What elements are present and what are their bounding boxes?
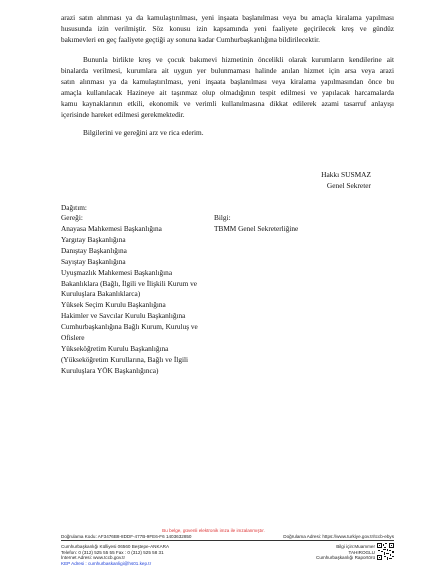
list-item: Sayıştay Başkanlığına (61, 256, 126, 266)
info-label: Bilgi: (214, 213, 231, 222)
paragraph-1-line: arazi satın alınması ya da kamulaştırılması, yeni inşaata başlanılması veya bu amaçla kiralama yapılması (61, 13, 394, 22)
action-label: Gereği: (61, 213, 83, 222)
paragraph-2-line: kamu kaynaklarının etkili, ekonomik ve verimli kullanılmasına dikkat edilerek azami tasarruf anlayışı (61, 99, 394, 109)
paragraph-2-line: satın alınması ya da kamulaştırılması, yeni inşaata başlanılması veya kiralama yapılmasından önce bu (61, 77, 394, 87)
closing-line: Bilgilerini ve gereğini arz ve rica ederim. (83, 128, 204, 137)
info-person-line: Cumhurbaşkanlığı Raportörü (316, 555, 375, 561)
paragraph-1 (61, 12, 394, 45)
esign-note: Bu belge, güvenli elektronik imza ile imzalanmıştır. (162, 528, 265, 533)
distribution-heading: Dağıtım: (61, 203, 87, 212)
list-item: Cumhurbaşkanlığına Bağlı Kurum, Kuruluş ve (61, 322, 198, 332)
signer-name: Hakkı SUSMAZ (321, 170, 371, 179)
contact-block (61, 544, 169, 566)
verification-row (61, 534, 394, 541)
list-item: Kuruluşlara YÖK Başkanlığınca) (61, 365, 159, 375)
list-item: Yargıtay Başkanlığına (61, 234, 126, 244)
list-item: (Yükseköğretim Kurullarına, Bağlı ve İlgili (61, 354, 189, 364)
list-item: Ofislere (61, 333, 85, 343)
qr-code-icon (377, 543, 394, 560)
paragraph-2-line: amaçla kullanılacak Hazineye ait taşınmaz olup olmadığının tespit edilmesi ve yapılacak harcamalarda (61, 88, 394, 98)
list-item: Yüksek Seçim Kurulu Başkanlığına (61, 300, 166, 310)
paragraph-2 (61, 54, 394, 121)
contact-address: Cumhurbaşkanlığı Külliyesi 06560 Beştepe-ANKARA (61, 544, 170, 549)
signer-title: Genel Sekreter (326, 181, 371, 190)
paragraph-3 (61, 127, 394, 138)
signature-block (321, 169, 371, 191)
paragraph-2-line: Bununla birlikte kreş ve çocuk bakımevi hizmetinin öncelikli olarak kurumların kendilerine ait (83, 55, 394, 64)
list-item: Kuruluşlara Bakanlıklarca) (61, 289, 141, 299)
paragraph-2-line: binalarda verilmesi, kurumlara ait uygun yer bulunmaması halinde anılan hizmet için arsa veya arazi (61, 66, 394, 76)
verification-address[interactable]: Doğrulama Adresi: https://www.turkiye.gov.tr/tccb-ebys (283, 534, 394, 539)
list-item: Yükseköğretim Kurulu Başkanlığına (61, 343, 169, 353)
info-person-line: Bilgi için:Muammer (336, 544, 375, 549)
action-recipient-list (61, 224, 198, 377)
paragraph-1-line: hususunda izin verilmiştir. Söz konusu izin kapsamında yeni faaliyete geçirilecek kreş ve gündüz (61, 24, 394, 34)
contact-phone: Telefon: 0 (312) 525 55 55 Fax : 0 (312) 525 58 31 (61, 549, 164, 555)
info-recipient: TBMM Genel Sekreterliğine (214, 224, 299, 233)
paragraph-1-line: bakımevleri en geç faaliyete geçtiği ay sonuna kadar Cumhurbaşkanlığına bildirilecektir. (61, 35, 320, 45)
verification-code: Doğrulama Kodu: AF3476B8-8DDF-477B-9FE6-F6 1403632850 (61, 534, 192, 539)
contact-internet[interactable]: İnternet Adresi: www.tccb.gov.tr (61, 555, 125, 561)
info-person-block (316, 544, 375, 561)
list-item: Danıştay Başkanlığına (61, 245, 127, 255)
list-item: Bakanlıklara (Bağlı, İlgili ve İlişkili Kurum ve (61, 278, 197, 288)
contact-kep[interactable]: KEP Adresi : cumhurbaskanligi@hs01.kep.tr (61, 560, 152, 566)
info-person-line: TAHIROGLU (348, 549, 375, 555)
list-item: Anayasa Mahkemesi Başkanlığına (61, 224, 162, 233)
list-item: Hakimler ve Savcılar Kurulu Başkanlığına (61, 311, 186, 321)
list-item: Uyuşmazlık Mahkemesi Başkanlığına (61, 267, 173, 277)
paragraph-2-line: içerisinde hareket edilmesi gerekmektedir. (61, 110, 185, 120)
